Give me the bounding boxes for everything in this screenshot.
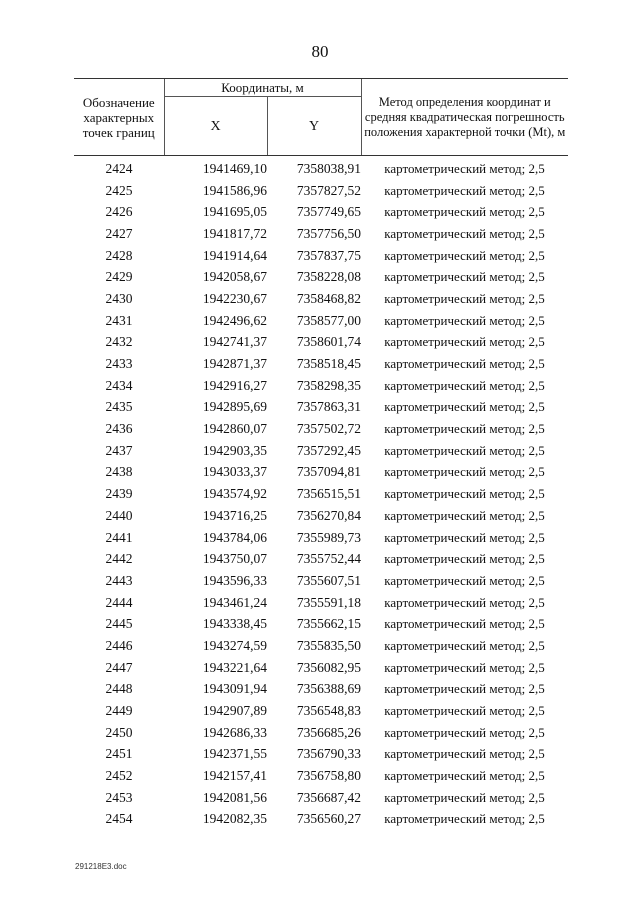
method-cell: картометрический метод; 2,5 xyxy=(384,703,545,719)
y-coordinate-cell: 7355752,44 xyxy=(296,551,361,567)
point-id-cell: 2447 xyxy=(105,659,133,675)
method-cell: картометрический метод; 2,5 xyxy=(384,746,545,762)
point-id-cell: 2449 xyxy=(105,703,133,719)
point-id-cell: 2431 xyxy=(105,312,133,328)
table-row xyxy=(74,375,568,397)
table-row xyxy=(74,679,568,701)
table-row xyxy=(74,765,568,787)
x-coordinate-cell: 1942496,62 xyxy=(202,312,267,328)
x-coordinate-cell: 1941586,96 xyxy=(202,182,267,198)
point-id-cell: 2436 xyxy=(105,421,133,437)
y-coordinate-cell: 7358228,08 xyxy=(296,269,361,285)
point-id-cell: 2429 xyxy=(105,269,133,285)
table-row xyxy=(74,700,568,722)
method-cell: картометрический метод; 2,5 xyxy=(384,356,545,372)
point-id-cell: 2443 xyxy=(105,572,133,588)
x-coordinate-cell: 1943596,33 xyxy=(202,572,267,588)
point-id-cell: 2442 xyxy=(105,551,133,567)
file-name-footer: 291218E3.doc xyxy=(75,862,127,871)
x-coordinate-cell: 1941914,64 xyxy=(202,247,267,263)
table-header xyxy=(74,78,568,156)
x-coordinate-cell: 1943091,94 xyxy=(202,681,267,697)
table-body xyxy=(74,158,568,830)
table-row xyxy=(74,332,568,354)
x-coordinate-cell: 1942058,67 xyxy=(202,269,267,285)
header-designation: Обозначение характерных точек границ xyxy=(74,79,164,156)
method-cell: картометрический метод; 2,5 xyxy=(384,377,545,393)
x-coordinate-cell: 1943574,92 xyxy=(202,486,267,502)
table-row xyxy=(74,440,568,462)
point-id-cell: 2452 xyxy=(105,768,133,784)
point-id-cell: 2453 xyxy=(105,789,133,805)
point-id-cell: 2438 xyxy=(105,464,133,480)
x-coordinate-cell: 1942686,33 xyxy=(202,724,267,740)
y-coordinate-cell: 7358577,00 xyxy=(296,312,361,328)
table-row xyxy=(74,462,568,484)
point-id-cell: 2437 xyxy=(105,442,133,458)
point-id-cell: 2454 xyxy=(105,811,133,827)
y-coordinate-cell: 7355835,50 xyxy=(296,637,361,653)
point-id-cell: 2445 xyxy=(105,616,133,632)
y-coordinate-cell: 7357292,45 xyxy=(296,442,361,458)
table-row xyxy=(74,744,568,766)
x-coordinate-cell: 1943750,07 xyxy=(202,551,267,567)
table-row xyxy=(74,548,568,570)
point-id-cell: 2444 xyxy=(105,594,133,610)
table-row xyxy=(74,635,568,657)
y-coordinate-cell: 7358038,91 xyxy=(296,160,361,176)
y-coordinate-cell: 7355591,18 xyxy=(296,594,361,610)
table-row xyxy=(74,180,568,202)
table-row xyxy=(74,397,568,419)
table-row xyxy=(74,353,568,375)
y-coordinate-cell: 7356790,33 xyxy=(296,746,361,762)
method-cell: картометрический метод; 2,5 xyxy=(384,160,545,176)
method-cell: картометрический метод; 2,5 xyxy=(384,334,545,350)
table-row xyxy=(74,527,568,549)
table-row xyxy=(74,657,568,679)
y-coordinate-cell: 7356560,27 xyxy=(296,811,361,827)
method-cell: картометрический метод; 2,5 xyxy=(384,442,545,458)
y-coordinate-cell: 7357863,31 xyxy=(296,399,361,415)
x-coordinate-cell: 1942860,07 xyxy=(202,421,267,437)
method-cell: картометрический метод; 2,5 xyxy=(384,247,545,263)
table-row xyxy=(74,266,568,288)
table-row xyxy=(74,483,568,505)
y-coordinate-cell: 7355662,15 xyxy=(296,616,361,632)
y-coordinate-cell: 7356758,80 xyxy=(296,768,361,784)
table-row xyxy=(74,288,568,310)
x-coordinate-cell: 1943784,06 xyxy=(202,529,267,545)
table-row xyxy=(74,310,568,332)
method-cell: картометрический метод; 2,5 xyxy=(384,290,545,306)
point-id-cell: 2451 xyxy=(105,746,133,762)
x-coordinate-cell: 1943033,37 xyxy=(202,464,267,480)
point-id-cell: 2441 xyxy=(105,529,133,545)
point-id-cell: 2446 xyxy=(105,637,133,653)
method-cell: картометрический метод; 2,5 xyxy=(384,269,545,285)
x-coordinate-cell: 1942916,27 xyxy=(202,377,267,393)
point-id-cell: 2435 xyxy=(105,399,133,415)
header-y: Y xyxy=(267,97,361,156)
table-row xyxy=(74,613,568,635)
table-row xyxy=(74,570,568,592)
x-coordinate-cell: 1943274,59 xyxy=(202,637,267,653)
y-coordinate-cell: 7355989,73 xyxy=(296,529,361,545)
x-coordinate-cell: 1943221,64 xyxy=(202,659,267,675)
x-coordinate-cell: 1942907,89 xyxy=(202,703,267,719)
x-coordinate-cell: 1943461,24 xyxy=(202,594,267,610)
y-coordinate-cell: 7358601,74 xyxy=(296,334,361,350)
method-cell: картометрический метод; 2,5 xyxy=(384,312,545,328)
y-coordinate-cell: 7356548,83 xyxy=(296,703,361,719)
method-cell: картометрический метод; 2,5 xyxy=(384,681,545,697)
method-cell: картометрический метод; 2,5 xyxy=(384,529,545,545)
page-number: 80 xyxy=(311,42,329,61)
table-row xyxy=(74,245,568,267)
x-coordinate-cell: 1942082,35 xyxy=(202,811,267,827)
method-cell: картометрический метод; 2,5 xyxy=(384,768,545,784)
method-cell: картометрический метод; 2,5 xyxy=(384,486,545,502)
table-row xyxy=(74,418,568,440)
method-cell: картометрический метод; 2,5 xyxy=(384,724,545,740)
x-coordinate-cell: 1941469,10 xyxy=(202,160,267,176)
point-id-cell: 2433 xyxy=(105,356,133,372)
table-row xyxy=(74,158,568,180)
x-coordinate-cell: 1942157,41 xyxy=(202,768,267,784)
method-cell: картометрический метод; 2,5 xyxy=(384,399,545,415)
method-cell: картометрический метод; 2,5 xyxy=(384,659,545,675)
point-id-cell: 2427 xyxy=(105,225,133,241)
y-coordinate-cell: 7356687,42 xyxy=(296,789,361,805)
y-coordinate-cell: 7358468,82 xyxy=(296,290,361,306)
table-row xyxy=(74,201,568,223)
method-cell: картометрический метод; 2,5 xyxy=(384,204,545,220)
x-coordinate-cell: 1942230,67 xyxy=(202,290,267,306)
x-coordinate-cell: 1941695,05 xyxy=(202,204,267,220)
y-coordinate-cell: 7357502,72 xyxy=(296,421,361,437)
y-coordinate-cell: 7357837,75 xyxy=(296,247,361,263)
x-coordinate-cell: 1942371,55 xyxy=(202,746,267,762)
method-cell: картометрический метод; 2,5 xyxy=(384,811,545,827)
method-cell: картометрический метод; 2,5 xyxy=(384,225,545,241)
x-coordinate-cell: 1943716,25 xyxy=(202,507,267,523)
point-id-cell: 2434 xyxy=(105,377,133,393)
y-coordinate-cell: 7358518,45 xyxy=(296,356,361,372)
method-cell: картометрический метод; 2,5 xyxy=(384,464,545,480)
y-coordinate-cell: 7357827,52 xyxy=(296,182,361,198)
method-cell: картометрический метод; 2,5 xyxy=(384,616,545,632)
header-x: X xyxy=(164,97,267,156)
table-row xyxy=(74,787,568,809)
method-cell: картометрический метод; 2,5 xyxy=(384,637,545,653)
method-cell: картометрический метод; 2,5 xyxy=(384,594,545,610)
point-id-cell: 2426 xyxy=(105,204,133,220)
y-coordinate-cell: 7357756,50 xyxy=(296,225,361,241)
table-row xyxy=(74,505,568,527)
coordinates-table xyxy=(74,78,568,830)
method-cell: картометрический метод; 2,5 xyxy=(384,551,545,567)
y-coordinate-cell: 7355607,51 xyxy=(296,572,361,588)
table-row xyxy=(74,722,568,744)
table-row xyxy=(74,592,568,614)
header-coordinates: Координаты, м xyxy=(164,79,361,97)
point-id-cell: 2424 xyxy=(105,160,133,176)
x-coordinate-cell: 1943338,45 xyxy=(202,616,267,632)
x-coordinate-cell: 1942895,69 xyxy=(202,399,267,415)
table-row xyxy=(74,809,568,831)
y-coordinate-cell: 7356270,84 xyxy=(296,507,361,523)
method-cell: картометрический метод; 2,5 xyxy=(384,572,545,588)
table-row xyxy=(74,223,568,245)
y-coordinate-cell: 7358298,35 xyxy=(296,377,361,393)
x-coordinate-cell: 1942081,56 xyxy=(202,789,267,805)
point-id-cell: 2448 xyxy=(105,681,133,697)
point-id-cell: 2440 xyxy=(105,507,133,523)
y-coordinate-cell: 7356082,95 xyxy=(296,659,361,675)
point-id-cell: 2430 xyxy=(105,290,133,306)
method-cell: картометрический метод; 2,5 xyxy=(384,789,545,805)
method-cell: картометрический метод; 2,5 xyxy=(384,182,545,198)
x-coordinate-cell: 1942903,35 xyxy=(202,442,267,458)
x-coordinate-cell: 1941817,72 xyxy=(202,225,267,241)
y-coordinate-cell: 7356515,51 xyxy=(296,486,361,502)
y-coordinate-cell: 7357094,81 xyxy=(296,464,361,480)
y-coordinate-cell: 7356685,26 xyxy=(296,724,361,740)
point-id-cell: 2425 xyxy=(105,182,133,198)
point-id-cell: 2439 xyxy=(105,486,133,502)
method-cell: картометрический метод; 2,5 xyxy=(384,507,545,523)
method-cell: картометрический метод; 2,5 xyxy=(384,421,545,437)
x-coordinate-cell: 1942741,37 xyxy=(202,334,267,350)
point-id-cell: 2450 xyxy=(105,724,133,740)
y-coordinate-cell: 7356388,69 xyxy=(296,681,361,697)
y-coordinate-cell: 7357749,65 xyxy=(296,204,361,220)
point-id-cell: 2428 xyxy=(105,247,133,263)
header-method: Метод определения координат и средняя квадратическая погрешность положения характерной точки (Mt), м xyxy=(361,79,568,156)
point-id-cell: 2432 xyxy=(105,334,133,350)
x-coordinate-cell: 1942871,37 xyxy=(202,356,267,372)
